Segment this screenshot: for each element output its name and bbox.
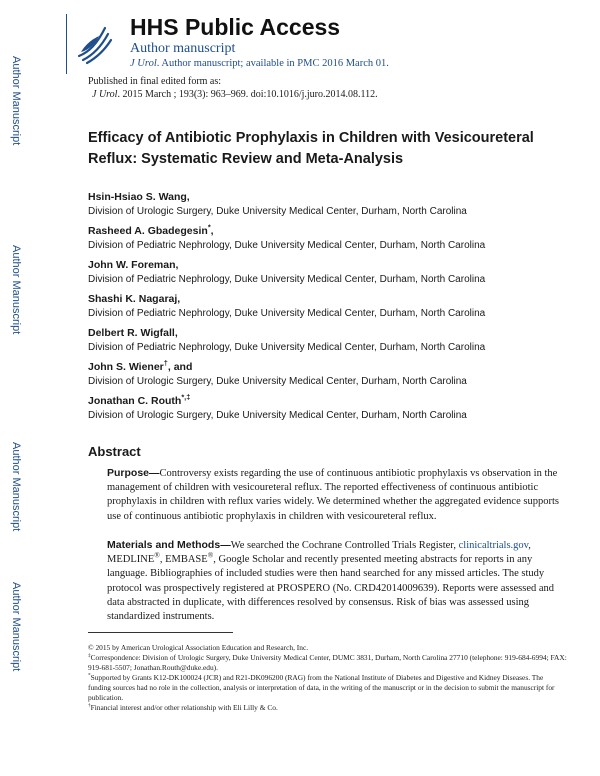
side-label-author-manuscript-4: Author Manuscript xyxy=(10,582,22,672)
hhs-eagle-logo-icon xyxy=(75,22,113,66)
footnote-mark: † xyxy=(88,702,91,709)
author-entry xyxy=(88,326,568,360)
footnote-support xyxy=(88,673,568,703)
author-suffix: , xyxy=(175,259,179,271)
author-affiliation: Division of Pediatric Nephrology, Duke University Medical Center, Durham, North Carolina xyxy=(88,274,486,285)
footnote-correspondence xyxy=(88,653,568,673)
registered-mark: ® xyxy=(154,550,160,560)
citation-journal: J Urol xyxy=(92,89,118,100)
author-suffix: , xyxy=(177,293,181,305)
author-affiliation: Division of Urologic Surgery, Duke University Medical Center, Durham, North Carolina xyxy=(88,410,467,421)
purpose-text: Controversy exists regarding the use of continuous antibiotic prophylaxis vs observation in the management of children with vesicoureteral reflux. The reported effectiveness of continuous antibiotic prophylaxis in children with reflux varies widely. We determined whether the aggregated evidence supports use of continuous antibiotic prophylaxis in children with vesicoureteral reflux. xyxy=(107,468,559,522)
author-name: Jonathan C. Routh xyxy=(88,395,182,407)
footnote-disclosure xyxy=(88,703,568,713)
citation-details: . 2015 March ; 193(3): 963–969. doi:10.1016/j.juro.2014.08.112. xyxy=(117,89,378,100)
clinicaltrials-link[interactable]: clinicaltrials.gov xyxy=(458,540,529,551)
footnote-divider xyxy=(88,632,233,633)
methods-text-1: We searched the Cochrane Controlled Trials Register, xyxy=(230,540,457,551)
author-list xyxy=(88,190,568,428)
footnote-correspondence-text: Correspondence: Division of Urologic Surgery, Duke University Medical Center, DUMC 3831, Durham, North Carolina 27710 (telephone: 919-684-6994; FAX: 919-681-5507; Jonathan.Routh@duke.edu). xyxy=(88,653,567,672)
methods-text-4: , Google Scholar and recently presented meeting abstracts for reports in any language. Bibliographies of included studies were then hand searched for any missed articles. The study protocol was prospectively registered at PROSPERO (No. CRD42014009639). Reports were assessed and data abstracted in duplicate, with differences resolved by consensus. Risk of bias was assessed using standardized instruments. xyxy=(107,554,555,623)
author-suffix: , xyxy=(210,225,214,237)
author-entry xyxy=(88,190,568,224)
author-affiliation: Division of Urologic Surgery, Duke University Medical Center, Durham, North Carolina xyxy=(88,376,467,387)
author-entry xyxy=(88,224,568,258)
author-name: Shashi K. Nagaraj xyxy=(88,293,178,305)
footnote-mark: * xyxy=(88,672,91,679)
author-suffix: , xyxy=(186,191,190,203)
author-mark: * xyxy=(207,222,211,232)
footnote-mark: ‡ xyxy=(88,652,91,659)
author-mark: *,‡ xyxy=(181,392,191,402)
author-affiliation: Division of Pediatric Nephrology, Duke University Medical Center, Durham, North Carolina xyxy=(88,342,486,353)
author-mark: † xyxy=(163,358,168,368)
author-name: Delbert R. Wigfall xyxy=(88,327,175,339)
side-label-author-manuscript-2: Author Manuscript xyxy=(10,245,22,335)
abstract-methods xyxy=(107,538,562,624)
abstract-purpose xyxy=(107,466,562,524)
hhs-public-access-title: HHS Public Access xyxy=(130,14,341,40)
published-note: Published in final edited form as: xyxy=(88,76,222,87)
author-suffix: , and xyxy=(167,361,193,373)
author-affiliation: Division of Pediatric Nephrology, Duke University Medical Center, Durham, North Carolina xyxy=(88,308,486,319)
author-affiliation: Division of Pediatric Nephrology, Duke University Medical Center, Durham, North Carolina xyxy=(88,240,486,251)
methods-label: Materials and Methods— xyxy=(107,539,231,551)
footnote-support-text: Supported by Grants K12-DK100024 (JCR) and R21-DK096200 (RAG) from the National Institute of Diabetes and Digestive and Kidney Diseases. The funding sources had no role in the collection, analysis or interpretation of data, in the writing of the manuscript or in the decision to submit the manuscript for publication. xyxy=(88,673,555,702)
registered-mark: ® xyxy=(207,550,214,560)
methods-text-3: , EMBASE xyxy=(159,554,208,566)
header-divider xyxy=(66,14,67,74)
author-entry xyxy=(88,360,568,394)
purpose-label: Purpose— xyxy=(107,467,160,479)
author-suffix: , xyxy=(174,327,178,339)
author-entry xyxy=(88,292,568,326)
citation xyxy=(92,89,378,100)
author-entry xyxy=(88,394,568,428)
author-entry xyxy=(88,258,568,292)
author-affiliation: Division of Urologic Surgery, Duke University Medical Center, Durham, North Carolina xyxy=(88,206,467,217)
footnote-copyright: © 2015 by American Urological Association Education and Research, Inc. xyxy=(88,643,309,652)
journal-abbrev: J Urol xyxy=(130,58,157,69)
footnote-disclosure-text: Financial interest and/or other relationship with Eli Lilly & Co. xyxy=(90,703,278,712)
footnotes xyxy=(88,643,568,713)
author-name: John S. Wiener xyxy=(88,361,164,373)
author-name: John W. Foreman xyxy=(88,259,176,271)
side-label-author-manuscript-3: Author Manuscript xyxy=(10,442,22,532)
author-name: Hsin-Hsiao S. Wang xyxy=(88,191,187,203)
journal-availability-line xyxy=(130,58,389,69)
side-label-author-manuscript-1: Author Manuscript xyxy=(10,56,22,146)
paper-title: Efficacy of Antibiotic Prophylaxis in Children with Vesicoureteral Reflux: Systematic Review and Meta-Analysis xyxy=(88,130,534,167)
methods-text-2: , MEDLINE xyxy=(107,540,531,566)
abstract-heading: Abstract xyxy=(88,444,141,459)
availability-text: . Author manuscript; available in PMC 2016 March 01. xyxy=(156,58,389,69)
author-name: Rasheed A. Gbadegesin xyxy=(88,225,208,237)
author-manuscript-label: Author manuscript xyxy=(130,41,236,56)
